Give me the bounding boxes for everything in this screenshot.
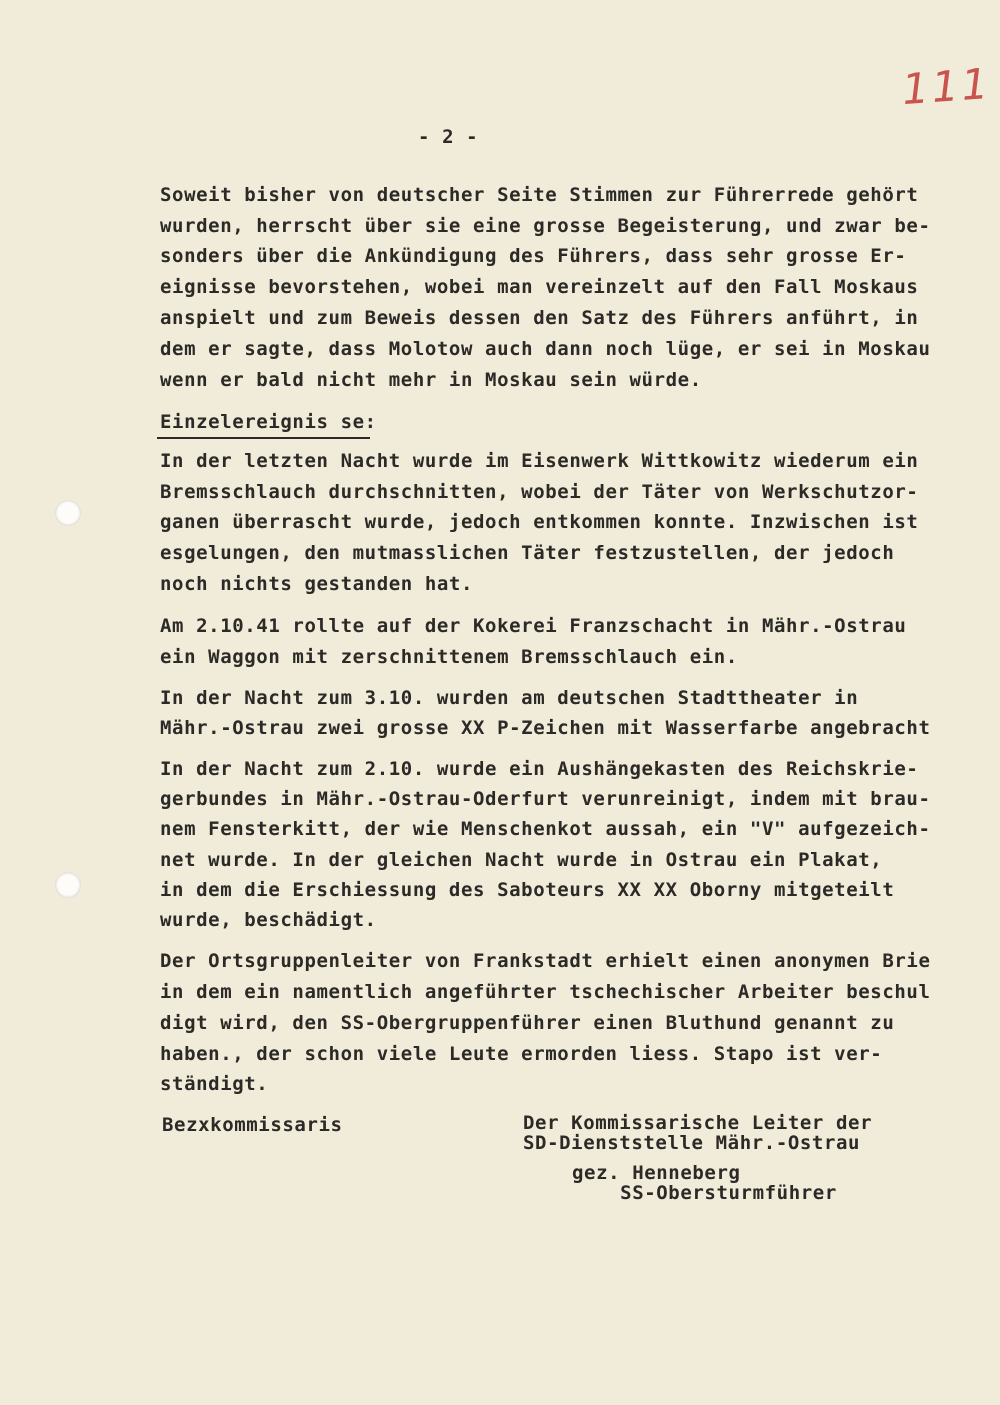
paragraph-line: noch nichts gestanden hat. [160, 573, 474, 595]
signature-line: gez. Henneberg [572, 1162, 741, 1184]
paragraph-line: nem Fensterkitt, der wie Menschenkot aussah, ein "V" aufgezeich- [160, 818, 931, 840]
paragraph-line: dem er sagte, dass Molotow auch dann noch lüge, er sei in Moskau [160, 338, 931, 360]
paragraph-line: eignisse bevorstehen, wobei man vereinzelt auf den Fall Moskaus [160, 276, 919, 298]
paragraph-line: In der Nacht zum 2.10. wurde ein Aushängekasten des Reichskrie- [160, 758, 919, 780]
paragraph-line: wenn er bald nicht mehr in Moskau sein würde. [160, 369, 702, 391]
paragraph-line: Mähr.-Ostrau zwei grosse XX P-Zeichen mit Wasserfarbe angebracht [160, 717, 931, 739]
heading-underline [157, 437, 370, 439]
paragraph-line: net wurde. In der gleichen Nacht wurde in Ostrau ein Plakat, [160, 849, 883, 871]
paragraph-line: haben., der schon viele Leute ermorden liess. Stapo ist ver- [160, 1043, 883, 1065]
signature-line: Der Kommissarische Leiter der [523, 1112, 873, 1134]
paragraph-line: sonders über die Ankündigung des Führers, dass sehr grosse Er- [160, 245, 907, 267]
paragraph-line: anspielt und zum Beweis dessen den Satz des Führers anführt, in [160, 307, 919, 329]
punch-hole-bottom [55, 872, 81, 898]
paragraph-line: wurden, herrscht über sie eine grosse Begeisterung, und zwar be- [160, 215, 931, 237]
paragraph-line: in dem die Erschiessung des Saboteurs XX XX Oborny mitgeteilt [160, 879, 895, 901]
paragraph-line: in dem ein namentlich angeführter tschechischer Arbeiter beschul [160, 981, 931, 1003]
punch-hole-top [55, 500, 81, 526]
paragraph-line: Der Ortsgruppenleiter von Frankstadt erhielt einen anonymen Brie [160, 950, 931, 972]
paragraph-line: Bremsschlauch durchschnitten, wobei der Täter von Werkschutzor- [160, 481, 919, 503]
paragraph-line: Soweit bisher von deutscher Seite Stimmen zur Führerrede gehört [160, 184, 919, 206]
paragraph-line: Am 2.10.41 rollte auf der Kokerei Franzschacht in Mähr.-Ostrau [160, 615, 907, 637]
paragraph-line: ganen überrascht wurde, jedoch entkommen konnte. Inzwischen ist [160, 511, 919, 533]
signature-line: SD-Dienststelle Mähr.-Ostrau [523, 1132, 861, 1154]
paragraph-line: ständigt. [160, 1073, 269, 1095]
paragraph-line: In der Nacht zum 3.10. wurden am deutschen Stadttheater in [160, 687, 859, 709]
page-number: - 2 - [418, 126, 479, 148]
signature-line: SS-Obersturmführer [572, 1182, 837, 1204]
struck-out-text: Bezxkommissaris [162, 1114, 343, 1136]
paragraph-line: wurde, beschädigt. [160, 909, 377, 931]
folio-number: 111 [900, 58, 993, 115]
section-heading: Einzelereignis se: [160, 411, 377, 433]
paragraph-line: digt wird, den SS-Obergruppenführer einen Bluthund genannt zu [160, 1012, 895, 1034]
paragraph-line: esgelungen, den mutmasslichen Täter festzustellen, der jedoch [160, 542, 895, 564]
paragraph-line: In der letzten Nacht wurde im Eisenwerk Wittkowitz wiederum ein [160, 450, 919, 472]
paragraph-line: gerbundes in Mähr.-Ostrau-Oderfurt verunreinigt, indem mit brau- [160, 788, 931, 810]
paragraph-line: ein Waggon mit zerschnittenem Bremsschlauch ein. [160, 646, 738, 668]
